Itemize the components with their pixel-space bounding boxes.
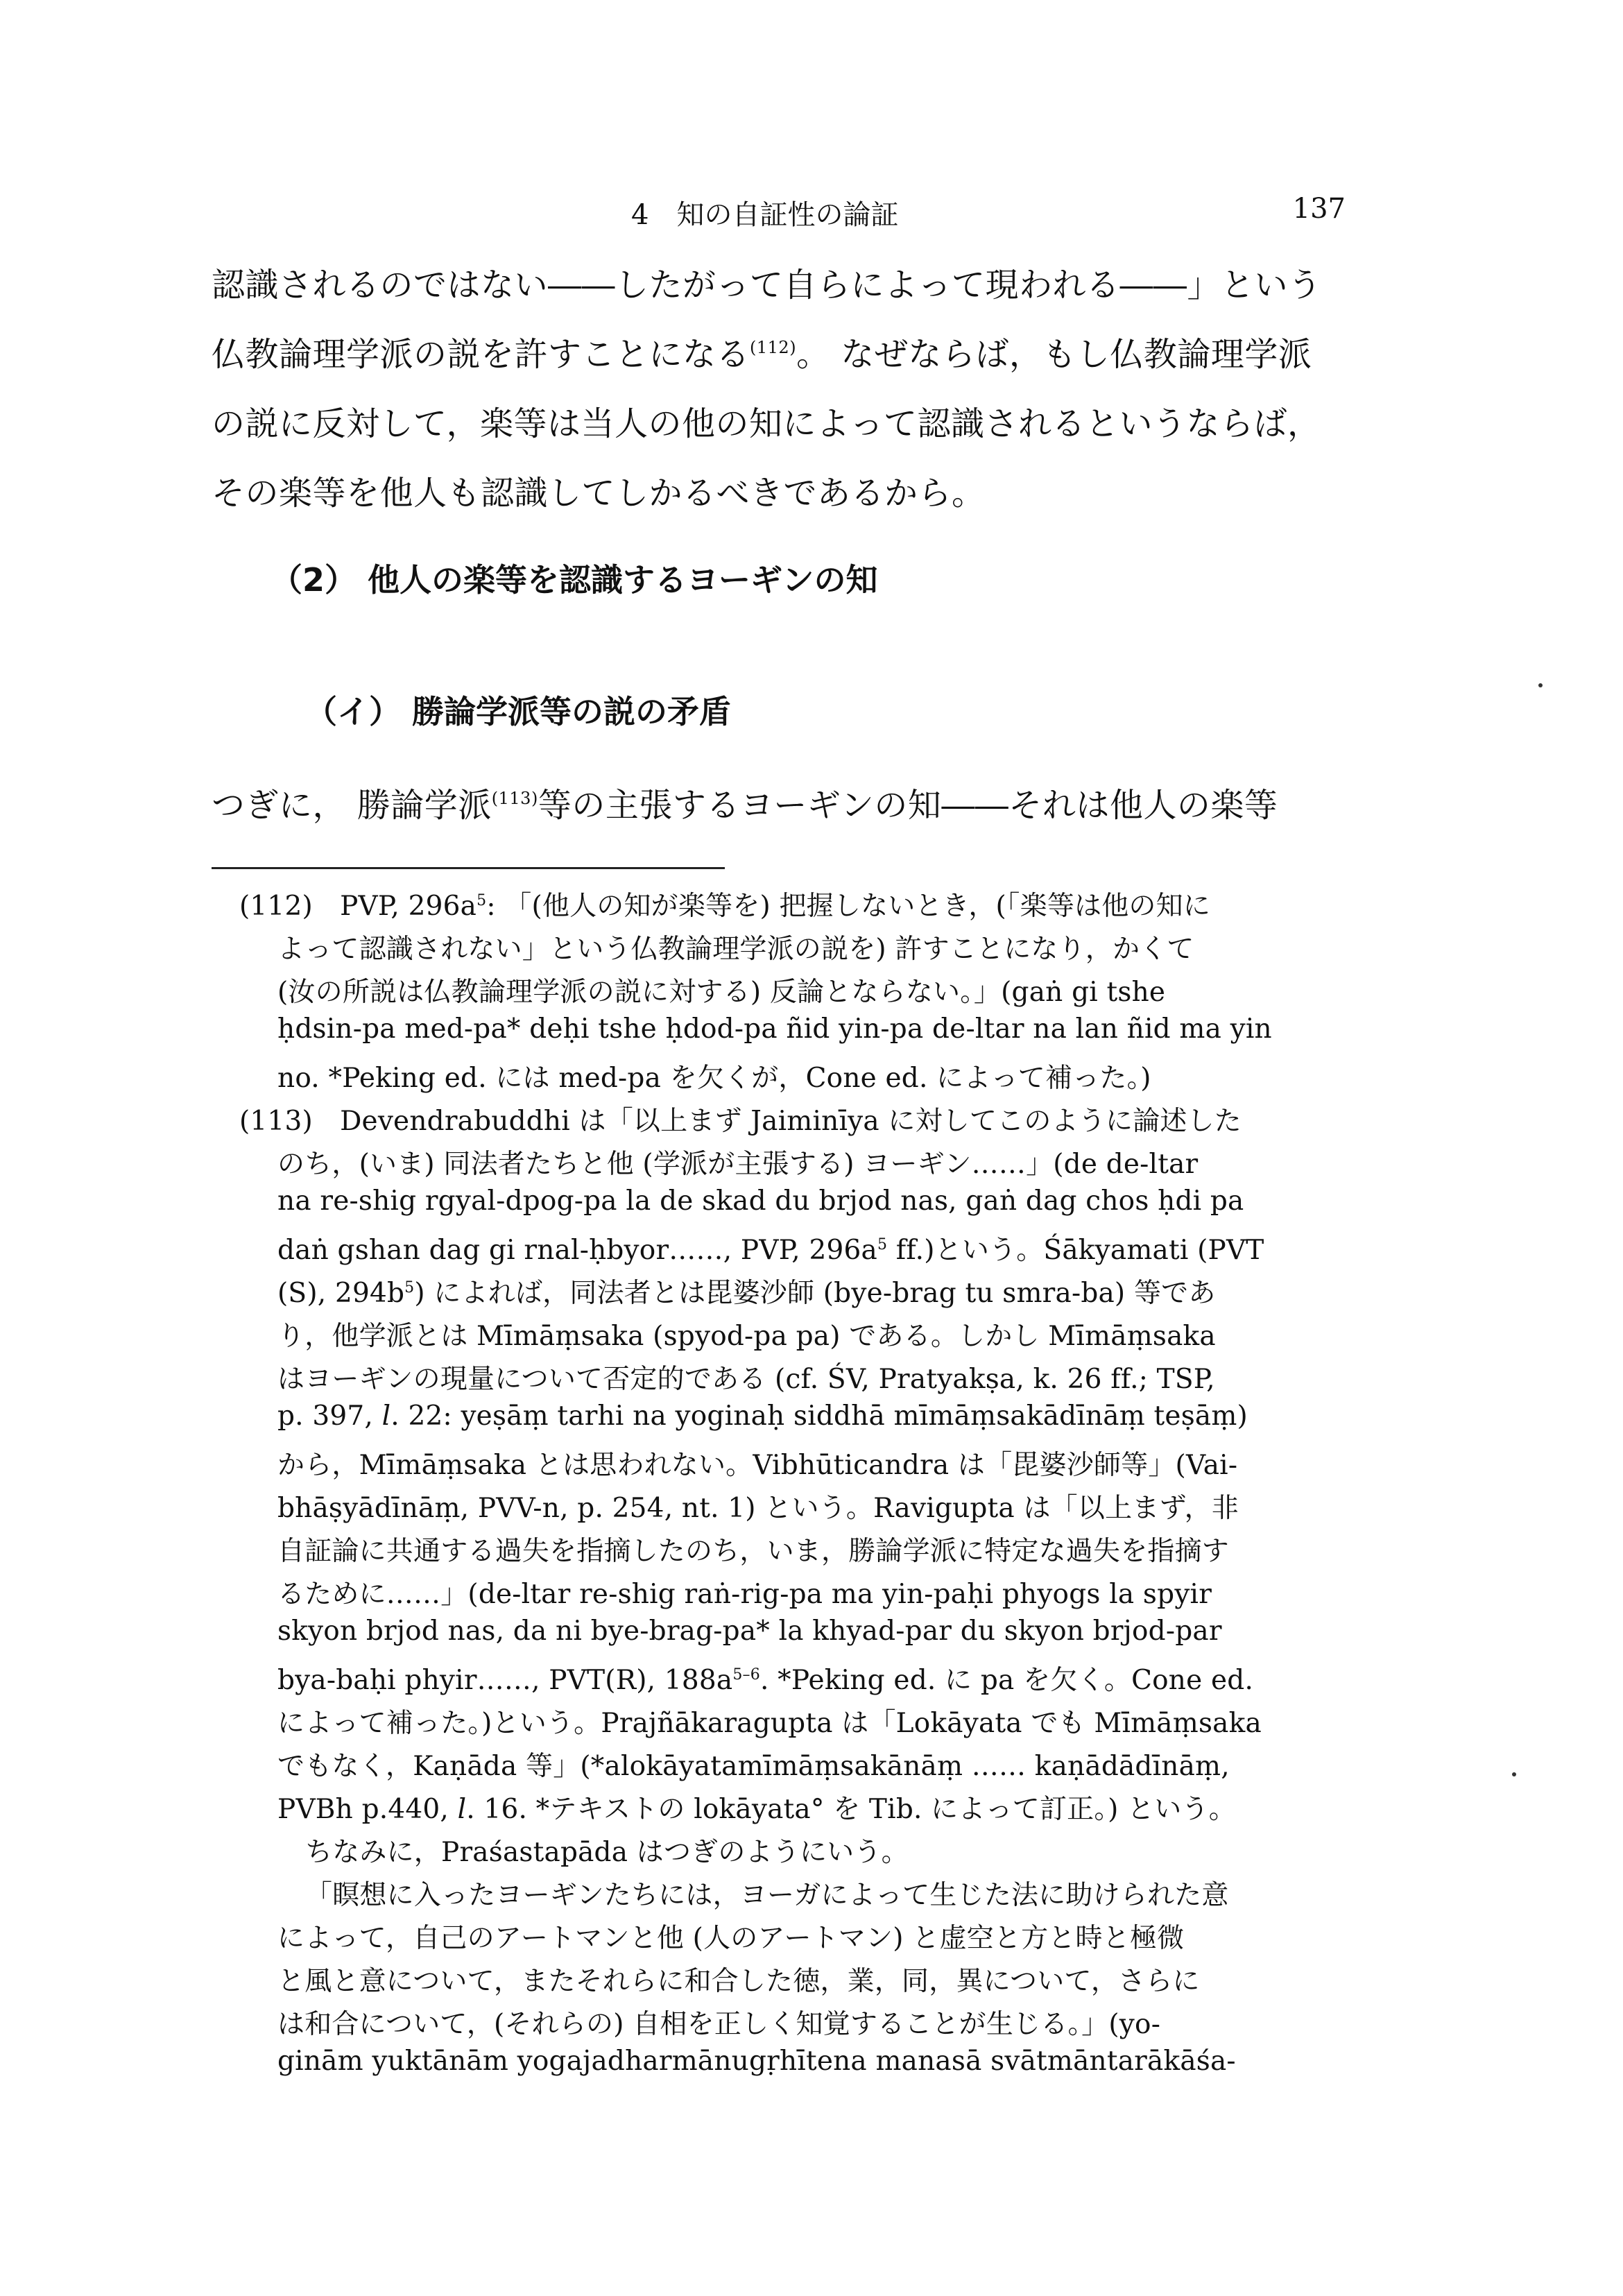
- footnote-113-line: bhāṣyādīnāṃ, PVV-n, p. 254, nt. 1) という。Ravigupta は「以上まず，非: [277, 1493, 1239, 1524]
- footnote-cont-line: 「瞑想に入ったヨーギンたちには，ヨーガによって生じた法に助けられた意: [305, 1880, 1229, 1911]
- footnote-113-line: p. 397, l. 22: yeṣāṃ tarhi na yoginaḥ siddhā mīmāṃsakādīnāṃ teṣāṃ): [277, 1400, 1248, 1432]
- body-line-2: 仏教論理学派の説を許すことになる$^{(112)}$。 なぜならば，もし仏教論理学派: [212, 335, 1312, 374]
- footnote-113-line: から，Mīmāṃsaka とは思われない。Vibhūticandra は「毘婆沙師等」(Vai-: [277, 1450, 1238, 1481]
- body-line-3: の説に反対して，楽等は当人の他の知によって認識されるというならば，: [212, 404, 1321, 443]
- scan-speck: [1512, 1772, 1516, 1776]
- footnote-cont-line: によって，自己のアートマンと他 (人のアートマン) と虚空と方と時と極微: [277, 1923, 1185, 1954]
- footnote-113-line: でもなく，Kaṇāda 等」(*alokāyatamīmāṃsakānāṃ …… kaṇādādīnāṃ,: [277, 1751, 1230, 1782]
- body-line-1: 認識されるのではない――したがって自らによって現われる――」という: [212, 266, 1322, 305]
- footnote-cont-line: は和合について，(それらの) 自相を正しく知覚することが生じる。」(yo-: [277, 2009, 1161, 2040]
- footnote-separator: [212, 867, 725, 869]
- footnote-113-line: (S), 294b$^5$) によれば，同法者とは毘婆沙師 (bye-brag tu smra-ba) 等であ: [277, 1278, 1216, 1309]
- note-ref-112: (112): [750, 338, 797, 357]
- note-ref-113: (113): [491, 789, 538, 808]
- footnote-113-line: na re-shig rgyal-dpog-pa la de skad du brjod nas, gaṅ dag chos ḥdi pa: [277, 1185, 1244, 1217]
- running-head-title: 4 知の自証性の論証: [631, 199, 899, 231]
- footnote-cont-line: ちなみに，Praśastapāda はつぎのようにいう。: [305, 1837, 909, 1868]
- section-heading: （2） 他人の楽等を認識するヨーギンの知: [270, 561, 878, 599]
- footnote-112-line: (112) PVP, 296a$^5$: 「(他人の知が楽等を) 把握しないとき，(「楽等は他の知に: [239, 891, 1211, 922]
- footnote-113-line: PVBh p.440, l. 16. *テキストの lokāyata° を Tib. によって訂正。) という。: [277, 1794, 1236, 1825]
- page-number: 137: [1292, 193, 1346, 225]
- footnote-113-line: skyon brjod nas, da ni bye-brag-pa* la khyad-par du skyon brjod-par: [277, 1616, 1222, 1647]
- body-line-4: その楽等を他人も認識してしかるべきであるから。: [212, 474, 986, 513]
- footnote-113-line: るために……」(de-ltar re-shig raṅ-rig-pa ma yin-paḥi phyogs la spyir: [277, 1579, 1212, 1610]
- footnote-113-line: によって補った。)という。Prajñākaragupta は「Lokāyata でも Mīmāṃsaka: [277, 1708, 1262, 1739]
- footnote-112-line: ḥdsin-pa med-pa* deḥi tshe ḥdod-pa ñid yin-pa de-ltar na lan ñid ma yin: [277, 1013, 1272, 1045]
- running-head: [208, 186, 1346, 231]
- footnote-112-line: (汝の所説は仏教論理学派の説に対する) 反論とならない。」(gaṅ gi tshe: [277, 977, 1166, 1008]
- footnote-113-line: daṅ gshan dag gi rnal-ḥbyor……, PVP, 296a$^5$ ff.)という。Śākyamati (PVT: [277, 1235, 1264, 1266]
- footnote-112-line: よって認識されない」という仏教論理学派の説を) 許すことになり，かくて: [277, 934, 1194, 965]
- subsection-heading: （イ） 勝論学派等の説の矛盾: [305, 693, 732, 730]
- footnote-113-line: はヨーギンの現量について否定的である (cf. ŚV, Pratyakṣa, k. 26 ff.; TSP,: [277, 1364, 1215, 1395]
- footnote-113-line: bya-baḥi phyir……, PVT(R), 188a$^{5-6}$. *Peking ed. に pa を欠く。Cone ed.: [277, 1665, 1254, 1696]
- footnote-113-line: (113) Devendrabuddhi は「以上まず Jaiminīya に対してこのように論述した: [239, 1106, 1242, 1137]
- body-line-5: つぎに， 勝論学派$^{(113)}$等の主張するヨーギンの知――それは他人の楽等: [212, 786, 1278, 825]
- footnote-cont-line: ginām yuktānām yogajadharmānugṛhītena manasā svātmāntarākāśa-: [277, 2046, 1236, 2077]
- scan-speck: [1538, 683, 1543, 687]
- footnote-cont-line: と風と意について，またそれらに和合した徳，業，同，異について，さらに: [277, 1966, 1200, 1997]
- footnote-113-line: 自証論に共通する過失を指摘したのち，いま，勝論学派に特定な過失を指摘す: [277, 1536, 1230, 1567]
- footnote-112-line: no. *Peking ed. には med-pa を欠くが，Cone ed. によって補った。): [277, 1063, 1151, 1094]
- footnote-113-line: り，他学派とは Mīmāṃsaka (spyod-pa pa) である。しかし Mīmāṃsaka: [277, 1321, 1216, 1352]
- footnote-113-line: のち，(いま) 同法者たちと他 (学派が主張する) ヨーギン……」(de de-ltar: [277, 1149, 1199, 1180]
